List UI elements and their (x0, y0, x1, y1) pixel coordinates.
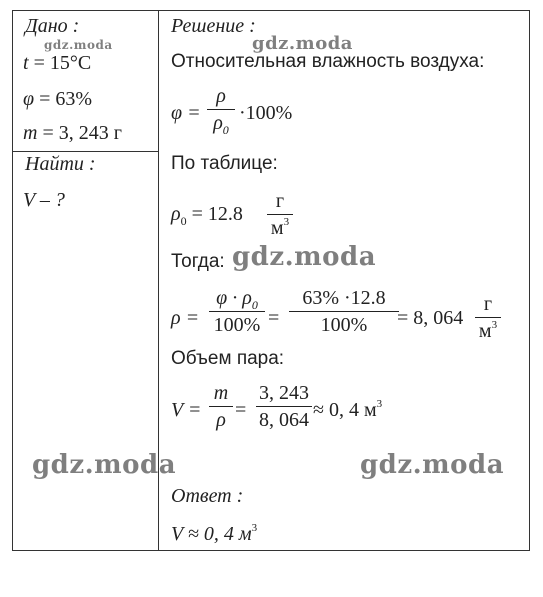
formula2-unit-den-text: м (270, 217, 284, 239)
formula3-result: = 8, 064 (397, 307, 464, 329)
formula4-fraction1 (209, 383, 233, 430)
given-humidity (23, 88, 92, 111)
watermark: gdz.moda (252, 33, 353, 54)
formula4-result-text: ≈ 0, 4 м (313, 399, 377, 421)
formula3-lhs-text: ρ = (171, 307, 200, 329)
watermark: gdz.moda (44, 38, 113, 52)
fraction-bar (207, 109, 235, 110)
formula3-eq1: = (268, 307, 280, 329)
formula3-num1 (216, 287, 258, 312)
given-temperature-eq: = (28, 52, 50, 74)
formula4-num1: m (213, 382, 229, 404)
formula2-lhs-symbol: ρ (171, 203, 181, 225)
formula1-rhs: ·100% (239, 102, 293, 124)
formula4-lhs (171, 399, 201, 422)
given-mass-symbol: m (23, 122, 38, 144)
formula2-value: = 12.8 (186, 203, 243, 225)
formula3-num1-text: φ · ρ (216, 287, 252, 309)
find-line: V – ? (23, 189, 65, 211)
formula4-den1: ρ (216, 409, 226, 431)
row-divider (13, 151, 158, 152)
formula1-numerator: ρ (216, 85, 226, 107)
formula3-den2: 100% (320, 314, 368, 336)
step3-text: Тогда: (171, 251, 225, 272)
formula1-fraction (207, 85, 235, 137)
solution-header: Решение : (171, 15, 256, 37)
step4-text: Объем пара: (171, 348, 285, 369)
given-mass-eq: = (37, 122, 59, 144)
answer-header: Ответ : (171, 485, 244, 507)
formula3-num1-sub: 0 (251, 298, 258, 312)
step1-text: Относительная влажность воздуха: (171, 51, 485, 72)
formula4-eq1: = (235, 399, 247, 421)
formula2-unit-den-sup: 3 (283, 216, 290, 228)
formula2-unit (267, 191, 293, 238)
given-temperature (23, 52, 91, 75)
formula2-unit-den (271, 218, 289, 238)
formula1-den-subscript: 0 (222, 123, 229, 137)
given-humidity-value: 63% (55, 88, 93, 110)
formula3-unit-den (479, 321, 497, 341)
watermark: gdz.moda (232, 242, 377, 272)
formula3-lhs (171, 307, 199, 330)
formula3-fraction1 (209, 288, 265, 335)
formula2-unit-num: г (275, 190, 285, 212)
given-temperature-value: 15°C (49, 52, 92, 74)
formula3-num2: 63% ·12.8 (302, 287, 386, 309)
formula3-unit-den-sup: 3 (491, 319, 498, 331)
formula1-den-symbol: ρ (213, 112, 223, 134)
fraction-bar (209, 406, 233, 407)
fraction-bar (289, 311, 399, 312)
formula4-num2: 3, 243 (259, 382, 309, 404)
formula4-fraction2 (256, 383, 312, 430)
answer-value-text: V ≈ 0, 4 м (171, 523, 252, 545)
fraction-bar (267, 214, 293, 215)
formula4-result (313, 399, 382, 422)
given-humidity-eq: = (34, 88, 56, 110)
watermark: gdz.moda (360, 450, 505, 480)
formula4-lhs-text: V = (171, 399, 202, 421)
fraction-bar (256, 406, 312, 407)
formula4-den2: 8, 064 (259, 409, 309, 431)
given-mass (23, 122, 122, 145)
formula3-unit-den-text: м (478, 320, 492, 342)
answer-value-sup: 3 (251, 522, 258, 534)
formula4-result-sup: 3 (376, 398, 383, 410)
formula2-lhs-subscript: 0 (180, 214, 187, 228)
answer-value (171, 523, 257, 546)
formula1-lhs (171, 102, 201, 125)
given-mass-value: 3, 243 г (58, 122, 122, 144)
find-header: Найти : (25, 153, 96, 175)
formula2-lhs (171, 203, 243, 226)
formula3-unit (475, 294, 501, 341)
formula3-den1: 100% (213, 314, 261, 336)
formula1-denominator (213, 112, 229, 137)
formula1-lhs-text: φ = (171, 102, 201, 124)
formula3-fraction2 (289, 288, 399, 335)
given-header: Дано : (25, 15, 80, 37)
fraction-bar (475, 317, 501, 318)
step2-text: По таблице: (171, 153, 278, 174)
given-temperature-symbol: t (23, 52, 29, 74)
formula3-unit-num: г (483, 293, 493, 315)
watermark: gdz.moda (32, 450, 177, 480)
given-humidity-symbol: φ (23, 88, 35, 110)
